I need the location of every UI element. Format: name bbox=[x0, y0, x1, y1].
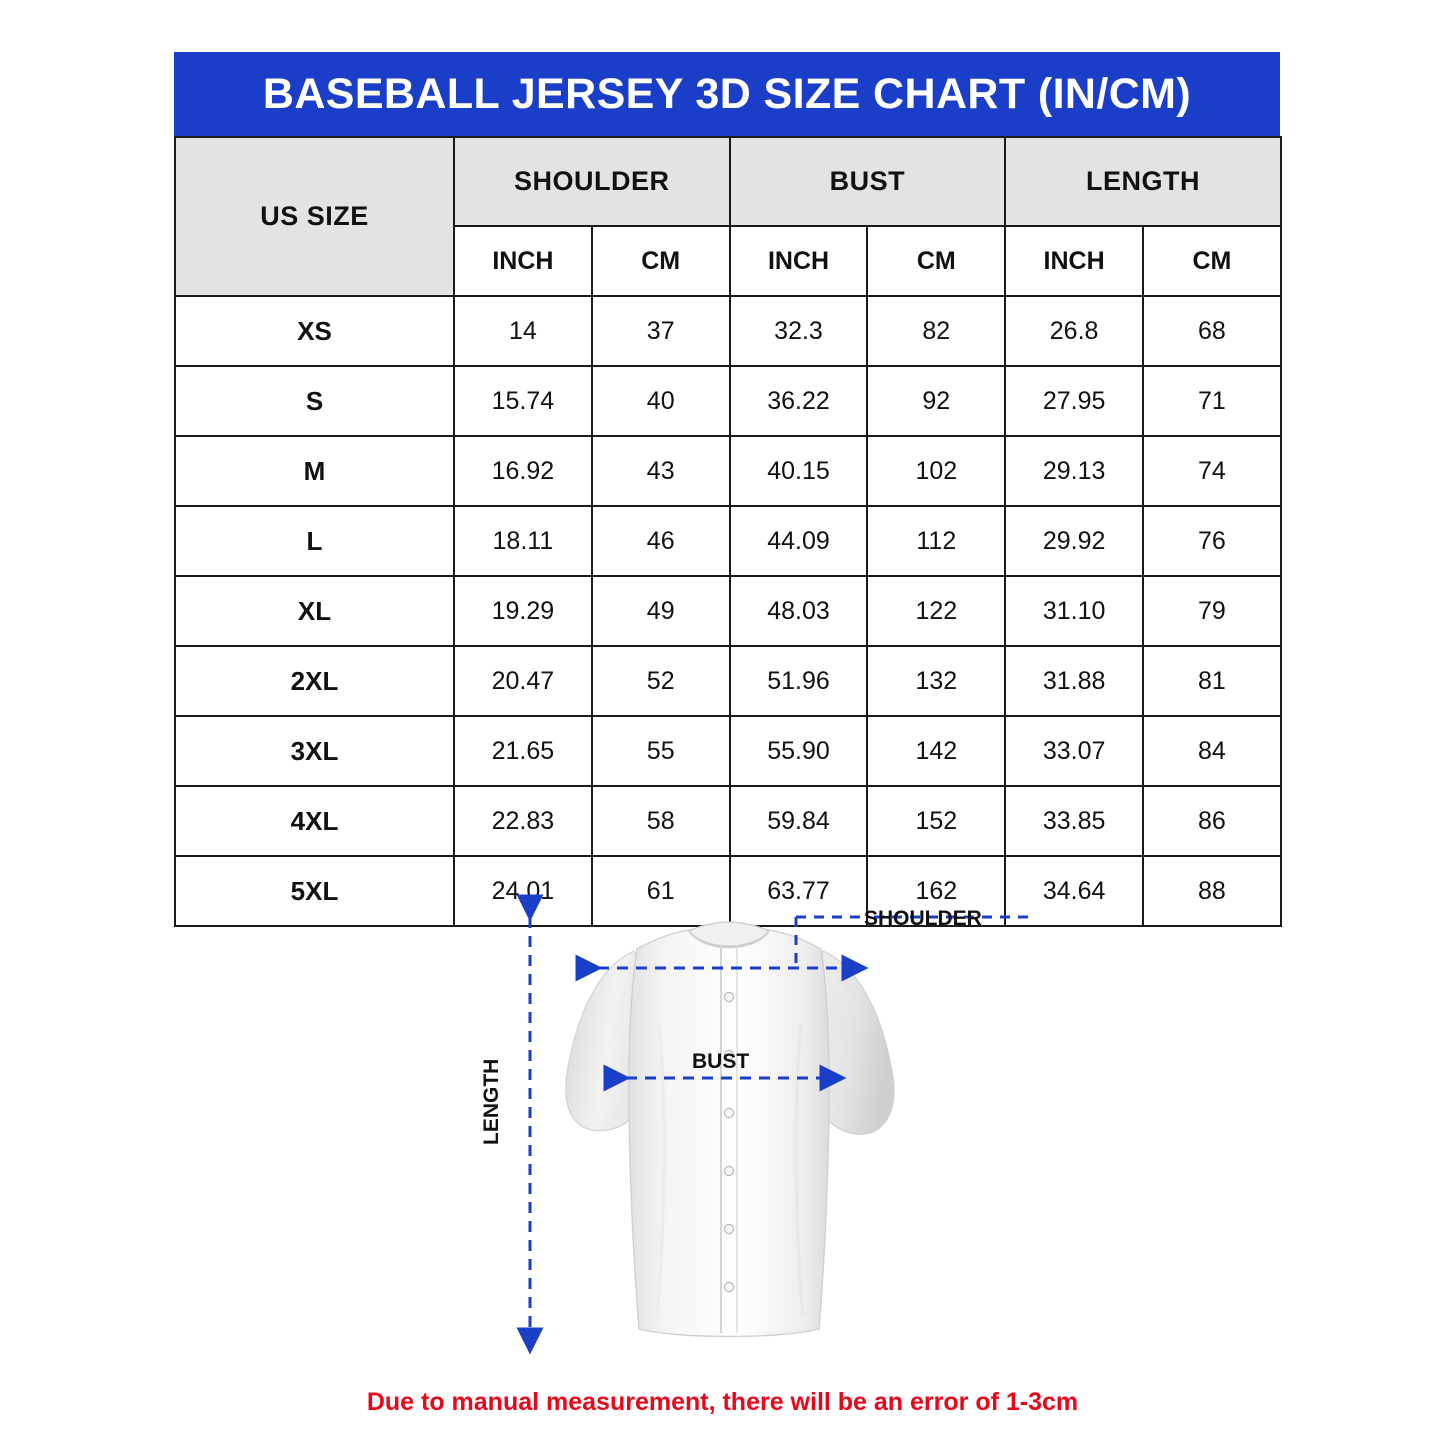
cell-bust-inch: 63.77 bbox=[730, 856, 868, 926]
length-label: LENGTH bbox=[480, 1058, 503, 1145]
cell-length-cm: 76 bbox=[1143, 506, 1281, 576]
cell-size: L bbox=[175, 506, 454, 576]
cell-shoulder-inch: 20.47 bbox=[454, 646, 592, 716]
measurement-arrows bbox=[174, 895, 1280, 1365]
cell-bust-cm: 82 bbox=[867, 296, 1005, 366]
cell-bust-cm: 132 bbox=[867, 646, 1005, 716]
cell-shoulder-inch: 24.01 bbox=[454, 856, 592, 926]
cell-size: 5XL bbox=[175, 856, 454, 926]
table-group-header-row bbox=[175, 137, 1281, 226]
unit-header-length-cm: CM bbox=[1143, 226, 1281, 296]
table-row bbox=[175, 296, 1281, 366]
table-row bbox=[175, 646, 1281, 716]
cell-bust-inch: 32.3 bbox=[730, 296, 868, 366]
cell-shoulder-cm: 58 bbox=[592, 786, 730, 856]
cell-shoulder-inch: 21.65 bbox=[454, 716, 592, 786]
table-row bbox=[175, 366, 1281, 436]
cell-length-cm: 71 bbox=[1143, 366, 1281, 436]
cell-bust-inch: 51.96 bbox=[730, 646, 868, 716]
cell-length-cm: 79 bbox=[1143, 576, 1281, 646]
unit-header-bust-cm: CM bbox=[867, 226, 1005, 296]
column-header-us-size: US SIZE bbox=[175, 137, 454, 296]
cell-length-inch: 33.07 bbox=[1005, 716, 1143, 786]
cell-size: XL bbox=[175, 576, 454, 646]
cell-shoulder-cm: 55 bbox=[592, 716, 730, 786]
column-header-shoulder: SHOULDER bbox=[454, 137, 730, 226]
table-row bbox=[175, 436, 1281, 506]
cell-length-inch: 29.92 bbox=[1005, 506, 1143, 576]
cell-bust-cm: 142 bbox=[867, 716, 1005, 786]
cell-length-inch: 29.13 bbox=[1005, 436, 1143, 506]
column-header-length: LENGTH bbox=[1005, 137, 1281, 226]
cell-bust-inch: 44.09 bbox=[730, 506, 868, 576]
unit-header-shoulder-cm: CM bbox=[592, 226, 730, 296]
bust-label: BUST bbox=[692, 1050, 750, 1073]
cell-length-inch: 33.85 bbox=[1005, 786, 1143, 856]
cell-bust-cm: 122 bbox=[867, 576, 1005, 646]
cell-length-cm: 88 bbox=[1143, 856, 1281, 926]
chart-title-bar bbox=[174, 52, 1280, 136]
cell-shoulder-inch: 16.92 bbox=[454, 436, 592, 506]
page-title: BASEBALL JERSEY 3D SIZE CHART (IN/CM) bbox=[262, 69, 1192, 118]
cell-shoulder-inch: 18.11 bbox=[454, 506, 592, 576]
cell-bust-cm: 92 bbox=[867, 366, 1005, 436]
measurement-disclaimer: Due to manual measurement, there will be an error of 1-3cm bbox=[366, 1388, 1079, 1416]
table-row bbox=[175, 506, 1281, 576]
cell-length-inch: 31.88 bbox=[1005, 646, 1143, 716]
cell-shoulder-cm: 61 bbox=[592, 856, 730, 926]
cell-length-cm: 84 bbox=[1143, 716, 1281, 786]
shoulder-label: SHOULDER bbox=[864, 907, 982, 930]
cell-shoulder-cm: 46 bbox=[592, 506, 730, 576]
cell-size: M bbox=[175, 436, 454, 506]
unit-header-length-inch: INCH bbox=[1005, 226, 1143, 296]
cell-length-cm: 86 bbox=[1143, 786, 1281, 856]
size-chart-table bbox=[174, 136, 1282, 927]
cell-size: 4XL bbox=[175, 786, 454, 856]
cell-bust-inch: 40.15 bbox=[730, 436, 868, 506]
cell-length-cm: 74 bbox=[1143, 436, 1281, 506]
cell-bust-inch: 36.22 bbox=[730, 366, 868, 436]
column-header-bust: BUST bbox=[730, 137, 1006, 226]
cell-shoulder-cm: 49 bbox=[592, 576, 730, 646]
cell-shoulder-inch: 14 bbox=[454, 296, 592, 366]
cell-bust-inch: 55.90 bbox=[730, 716, 868, 786]
cell-size: 3XL bbox=[175, 716, 454, 786]
table-body bbox=[175, 296, 1281, 926]
table-row bbox=[175, 576, 1281, 646]
table-row bbox=[175, 716, 1281, 786]
unit-header-shoulder-inch: INCH bbox=[454, 226, 592, 296]
cell-size: 2XL bbox=[175, 646, 454, 716]
cell-length-cm: 81 bbox=[1143, 646, 1281, 716]
cell-shoulder-cm: 40 bbox=[592, 366, 730, 436]
cell-length-inch: 27.95 bbox=[1005, 366, 1143, 436]
unit-header-bust-inch: INCH bbox=[730, 226, 868, 296]
cell-bust-cm: 152 bbox=[867, 786, 1005, 856]
cell-shoulder-cm: 43 bbox=[592, 436, 730, 506]
cell-length-inch: 34.64 bbox=[1005, 856, 1143, 926]
cell-shoulder-inch: 22.83 bbox=[454, 786, 592, 856]
cell-bust-cm: 162 bbox=[867, 856, 1005, 926]
cell-length-inch: 31.10 bbox=[1005, 576, 1143, 646]
table-head bbox=[175, 137, 1281, 296]
cell-size: S bbox=[175, 366, 454, 436]
cell-bust-cm: 112 bbox=[867, 506, 1005, 576]
cell-length-inch: 26.8 bbox=[1005, 296, 1143, 366]
cell-shoulder-inch: 19.29 bbox=[454, 576, 592, 646]
measurement-diagram bbox=[174, 895, 1280, 1365]
cell-shoulder-inch: 15.74 bbox=[454, 366, 592, 436]
cell-bust-inch: 48.03 bbox=[730, 576, 868, 646]
cell-length-cm: 68 bbox=[1143, 296, 1281, 366]
cell-size: XS bbox=[175, 296, 454, 366]
cell-bust-inch: 59.84 bbox=[730, 786, 868, 856]
cell-shoulder-cm: 37 bbox=[592, 296, 730, 366]
cell-bust-cm: 102 bbox=[867, 436, 1005, 506]
cell-shoulder-cm: 52 bbox=[592, 646, 730, 716]
table-row bbox=[175, 786, 1281, 856]
